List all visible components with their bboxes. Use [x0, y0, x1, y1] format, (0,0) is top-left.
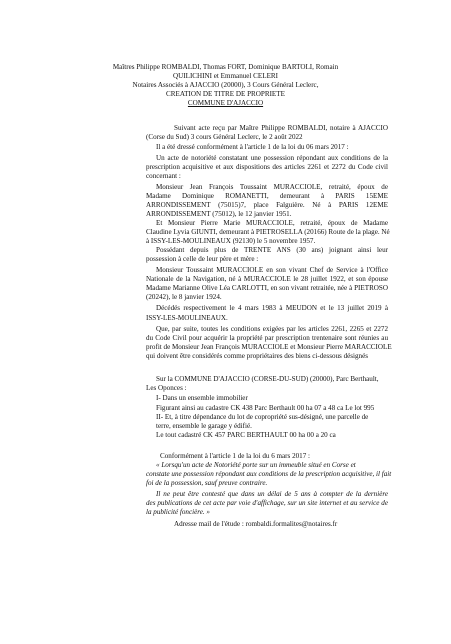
body-line: Monsieur Jean François Toussaint MURACCIOLE, retraité, époux de — [156, 183, 388, 191]
intro-line: Un acte de notoriété constatant une possession répondant aux conditions de la — [156, 154, 388, 162]
body-line: Possédant depuis plus de TRENTE ANS (30 ans) joignant ainsi leur — [156, 246, 388, 254]
property-line: II- Et, à titre dépendance du lot de copropriété sus-désigné, une parcelle de — [156, 413, 369, 421]
body-line: ARRONDISSEMENT (75015)7, place Falguière. Né à PARIS 12EME — [146, 201, 388, 209]
body-line: Monsieur Toussaint MURACCIOLE en son vivant Chef de Service à l'Office — [156, 266, 388, 274]
law-quote-line: « Lorsqu'un acte de Notoriété porte sur un immeuble situé en Corse et — [156, 461, 356, 469]
property-line: Le tout cadastré CK 457 PARC BERTHAULT 00 ha 00 a 20 ca — [156, 431, 336, 439]
law-quote-line: des publications de cet acte par voie d'affichage, sur un site internet et au service de — [146, 499, 388, 507]
property-line: Les Oponces : — [146, 384, 187, 392]
intro-line: concernant : — [146, 172, 181, 180]
body-line: ISSY-LES-MOULINEAUX. — [146, 314, 228, 322]
intro-line: (Corse du Sud) 3 cours Général Leclerc, le 2 août 2022 — [146, 133, 303, 141]
property-line: Sur la COMMUNE D'AJACCIO (CORSE-DU-SUD) (20000), Parc Berthault, — [156, 375, 379, 383]
law-heading: Conformément à l'article 1 de la loi du 6 mars 2017 : — [160, 452, 311, 460]
commune-heading: COMMUNE D'AJACCIO — [187, 99, 264, 107]
body-line: à ISSY-LES-MOULINEAUX (92130) le 5 novembre 1957. — [146, 237, 316, 245]
body-line: qui doivent être considérés comme propriétaires des biens ci-dessous désignés — [146, 352, 369, 360]
property-line: I- Dans un ensemble immobilier — [156, 394, 248, 402]
property-line: Figurant ainsi au cadastre CK 438 Parc Berthault 00 ha 07 a 48 ca Le lot 995 — [156, 404, 375, 412]
header-address: Notaires Associés à AJACCIO (20000), 3 Cours Général Leclerc, — [132, 81, 319, 89]
law-quote-line: Il ne peut être contesté que dans un délai de 5 ans à compter de la dernière — [156, 490, 388, 498]
body-line: Nationale de la Navigation, né à MURACCIOLE le 28 juillet 1922, et son épouse — [146, 275, 388, 283]
header-notaries-line: Maîtres Philippe ROMBALDI, Thomas FORT, Dominique BARTOLI, Romain — [112, 63, 339, 71]
body-line: Décédés respectivement le 4 mars 1983 à MEUDON et le 13 juillet 2019 à — [156, 304, 388, 312]
intro-line: prescription acquisitive et aux dispositions des articles 2261 et 2272 du Code civil — [146, 163, 388, 171]
body-line: Madame Dominique ROMANETTI, demeurant à PARIS 15EME — [146, 192, 388, 200]
intro-line: Suivant acte reçu par Maître Philippe ROMBALDI, notaire à AJACCIO — [174, 124, 388, 132]
body-line: possession à celle de leur père et mère : — [146, 255, 259, 263]
body-line: Que, par suite, toutes les conditions exigées par les articles 2261, 2265 et 2272 — [156, 325, 388, 333]
office-email: Adresse mail de l'étude : rombaldi.formalites@notaires.fr — [174, 520, 338, 528]
body-line: du Code Civil pour acquérir la propriété par prescription trentenaire sont réunies au — [146, 334, 388, 342]
intro-line: Il a été dressé conformément à l'article 1 de la loi du 06 mars 2017 : — [156, 143, 349, 151]
law-quote-line: la publicité foncière. » — [146, 508, 210, 516]
law-quote-line: constate une possession répondant aux conditions de la prescription acquisitive, il fait — [146, 470, 392, 478]
document-title: CREATION DE TITRE DE PROPRIETE — [166, 90, 285, 98]
body-line: (20242), le 8 janvier 1924. — [146, 293, 222, 301]
header-notaries-line-2: QUILICHINI et Emmanuel CELERI — [173, 72, 278, 80]
property-line: terre, ensemble le garage y édifié. — [156, 422, 252, 430]
body-line: profit de Monsieur Jean François MURACCIOLE et Monsieur Pierre MARACCIOLE — [146, 343, 392, 351]
law-quote-line: foi de la possession, sauf preuve contraire. — [146, 479, 268, 487]
body-line: Madame Marianne Olive Léa CARLOTTI, en son vivant retraitée, née à PIETROSO — [146, 284, 388, 292]
body-line: Claudine Lyvia GIUNTI, demeurant à PIETROSELLA (20166) Route de la plage. Né — [146, 228, 390, 236]
body-line: Et Monsieur Pierre Marie MURACCIOLE, retraité, époux de Madame — [156, 219, 388, 227]
body-line: ARRONDISSEMENT (75012), le 12 janvier 1951. — [146, 210, 292, 218]
